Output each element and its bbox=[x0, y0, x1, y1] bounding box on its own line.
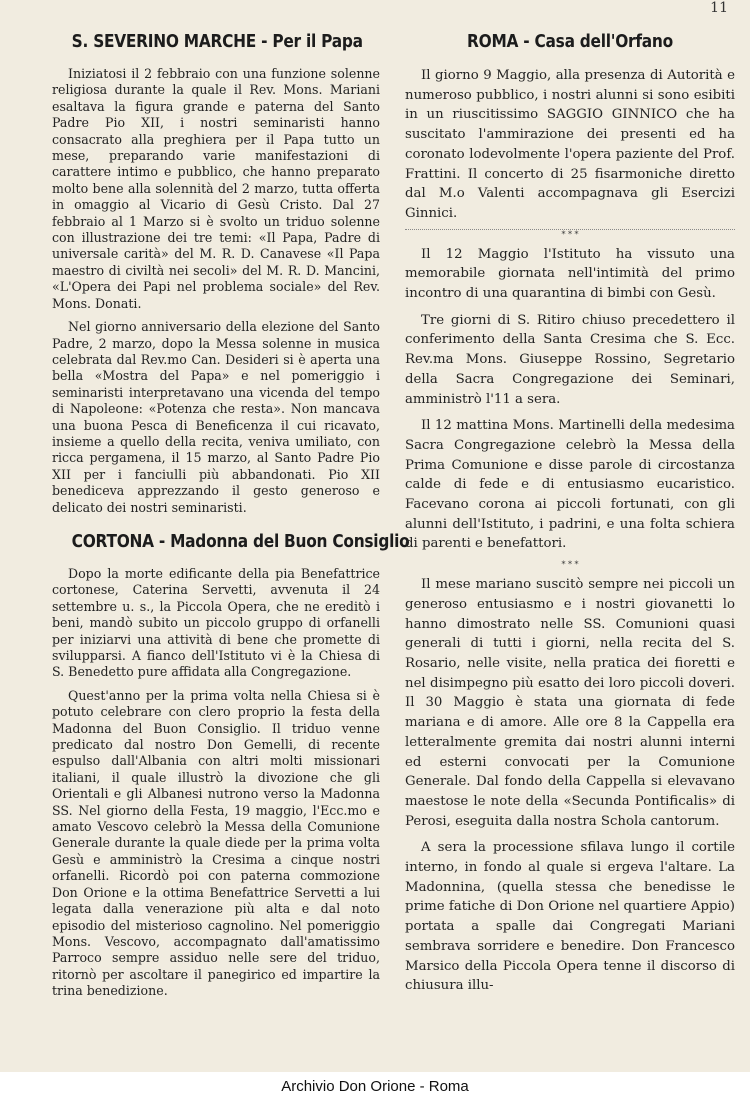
article-paragraph: Il 12 mattina Mons. Martinelli della medesima Sacra Congregazione celebrò la Messa della Prima Comunione e disse parole di circostanza calde di fede e di entusiasmo eucaristico. Facevano corona ai piccoli fortunati, con gli alunni dell'Istituto, i padrini, e una folta schiera di parenti e benefattori. bbox=[405, 418, 735, 552]
section-separator: * * * bbox=[561, 229, 579, 239]
right-column bbox=[405, 32, 735, 996]
article-paragraph: Quest'anno per la prima volta nella Chiesa si è potuto celebrare con clero proprio la festa della Madonna del Buon Consiglio. Il triduo venne predicato dal nostro Don Gemelli, di recente espulso dall'Albania con altri molti missionari italiani, il quale illustrò la divozione che gli Orientali e gli Albanesi nutrono verso la Madonna SS. Nel giorno della Festa, 19 maggio, l'Ecc.mo e amato Vescovo celebrò la Messa della Comunione Generale durante la quale diede per la prima volta Gesù e amministrò la Cresima a cinque nostri orfanelli. Ricordò poi con paterna commozione Don Orione e la ottima Benefattrice Servetti a lui legata dalla venerazione più alta e dal noto episodio del misterioso cagnolino. Nel pomeriggio Mons. Vescovo, accompagnato dall'amatissimo Parroco sempre assiduo nelle sere del triduo, ritornò per ascoltare il panegirico ed impartire la trina benedizione. bbox=[52, 687, 380, 999]
archive-footer: Archivio Don Orione - Roma bbox=[281, 1078, 469, 1095]
article-title-san-severino: S. SEVERINO MARCHE - Per il Papa bbox=[71, 32, 363, 52]
article-paragraph: Dopo la morte edificante della pia Benefattrice cortonese, Caterina Servetti, avvenuta il 24 settembre u. s., la Piccola Opera, che ne ereditò i beni, mandò subito un piccolo gruppo di orfanelli per iniziarvi una attività di bene che promette di svilupparsi. A fianco dell'Istituto vi è la Chiesa di S. Benedetto pure affidata alla Congregazione. bbox=[52, 565, 380, 680]
section-divider-line bbox=[405, 229, 735, 230]
article-title-cortona: CORTONA - Madonna del Buon Consiglio bbox=[71, 531, 410, 552]
article-paragraph: Tre giorni di S. Ritiro chiuso precedettero il conferimento della Santa Cresima che S. Ecc. Rev.ma Mons. Giuseppe Rossino, Segretario della Sacra Congregazione dei Seminari, amministrò l'11 a sera. bbox=[405, 312, 735, 407]
left-column bbox=[52, 32, 410, 1000]
article-paragraph: Iniziatosi il 2 febbraio con una funzione solenne religiosa durante la quale il Rev. Mons. Mariani esaltava la figura grande e paterna del Santo Padre Pio XII, i nostri seminaristi hanno consacrato alla preghiera per il Papa tutto un mese, preparando varie manifestazioni di carattere intimo e pubblico, che hanno preparato molto bene alla solennità del 2 marzo, tutta offerta in omaggio al Vicario di Gesù Cristo. Dal 27 febbraio al 1 Marzo si è svolto un triduo solenne con illustrazione dei tre temi: «Il Papa, Padre di universale carità» del M. R. D. Canavese «Il Papa maestro di civiltà nei secoli» del M. R. D. Mancini, «L'Opera dei Papi nel problema sociale» del Rev. Mons. Donati. bbox=[52, 66, 380, 311]
article-paragraph: Il 12 Maggio l'Istituto ha vissuto una memorabile giornata nell'intimità del primo incontro di una quarantina di bimbi con Gesù. bbox=[405, 246, 735, 302]
section-separator: * * * bbox=[561, 560, 579, 570]
article-paragraph: Il mese mariano suscitò sempre nei piccoli un generoso entusiasmo e i nostri giovanetti lo hanno dimostrato nelle SS. Comunioni quasi generali di tutti i giorni, nella recita del S. Rosario, nelle visite, nella pratica dei fioretti e nel disimpegno più esatto dei loro piccoli doveri. Il 30 Maggio è stata una giornata di fede mariana e di amore. Alle ore 8 la Cappella era letteralmente gremita dai nostri alunni interni ed esterni convocati per la Comunione Generale. Dal fondo della Cappella si elevavano maestose le note della «Secunda Pontificalis» di Perosi, eseguita dalla nostra Schola cantorum. bbox=[405, 577, 735, 829]
article-title-roma: ROMA - Casa dell'Orfano bbox=[467, 32, 673, 52]
article-paragraph: Il giorno 9 Maggio, alla presenza di Autorità e numeroso pubblico, i nostri alunni si sono esibiti in un riuscitissimo SAGGIO GINNICO che ha suscitato l'ammirazione dei presenti ed ha coronato lodevolmente l'opera paziente del Prof. Frattini. Il concerto di 25 fisarmoniche diretto dal M.o Valenti accompagnava gli Esercizi Ginnici. bbox=[405, 68, 735, 221]
page-number: 11 bbox=[710, 0, 728, 16]
article-paragraph: A sera la processione sfilava lungo il cortile interno, in fondo al quale si ergeva l'altare. La Madonnina, (quella stessa che benedisse le prime fatiche di Don Orione nel quartiere Appio) portata a spalle dai Congregati Mariani sembrava sorridere e benedire. Don Francesco Marsico della Piccola Opera tenne il discorso di chiusura illu- bbox=[405, 840, 735, 994]
article-paragraph: Nel giorno anniversario della elezione del Santo Padre, 2 marzo, dopo la Messa solenne in musica celebrata dal Rev.mo Can. Desideri si è aperta una bella «Mostra del Papa» e nel pomeriggio i seminaristi interpretavano una vicenda del tempo di Napoleone: «Potenza che resta». Non mancava una buona Pesca di Beneficenza il cui ricavato, insieme a quello della recita, veniva umiliato, con ricca pergamena, il 15 marzo, al Santo Padre Pio XII per i fanciulli più abbandonati. Pio XII benediceva apprezzando il gesto generoso e delicato dei nostri seminaristi. bbox=[52, 319, 380, 515]
